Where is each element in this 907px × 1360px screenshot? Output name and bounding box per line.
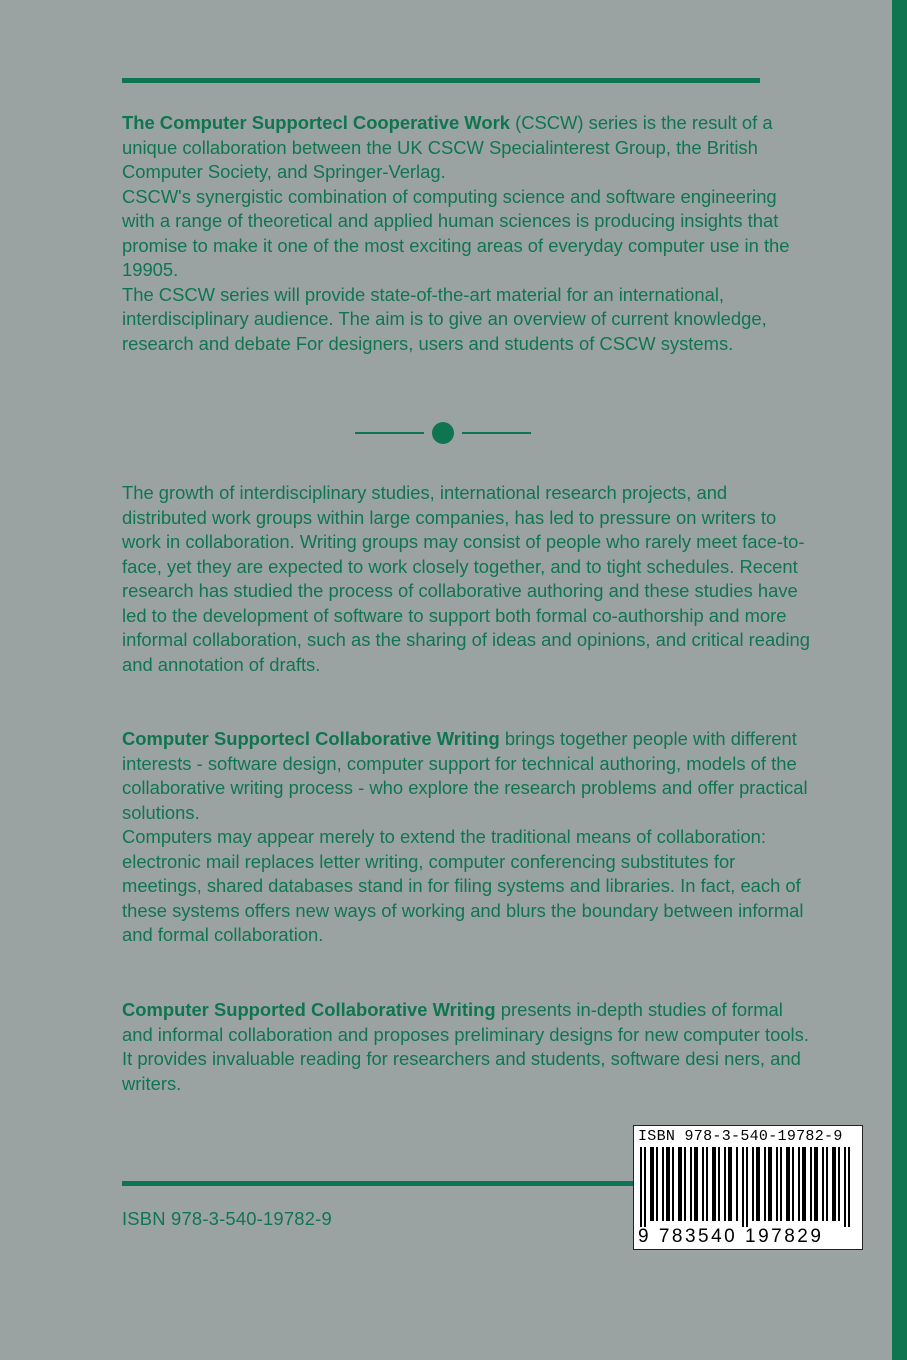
barcode-bars bbox=[638, 1147, 858, 1227]
blurb-paragraph-1: The growth of interdisciplinary studies, international research projects, and distributed work groups within large companies, has led to pressure on writers to work in collaboration. Writing groups may consist of people who rarely meet face-to-face, yet they are expected to work closely together, and to tight schedules. Recent research has studied the process of collaborative authoring and these studies have led to the development of software to support both formal co-authorship and more informal collaboration, such as the sharing of ideas and opinions, and critical reading and annotation of drafts. bbox=[122, 482, 811, 675]
barcode-digits: 9 783540 197829 bbox=[638, 1226, 824, 1247]
blurb-paragraph-3: Computer Supported Collaborative Writing presents in-depth studies of formal and informal collaboration and proposes preliminary designs for new computer tools. It provides invaluable reading for researchers and students, software desi ners, and writers. bbox=[122, 999, 809, 1094]
barcode bbox=[633, 1125, 863, 1250]
ornament-divider bbox=[355, 422, 531, 444]
blurb-paragraph-2: Computer Supportecl Collaborative Writing brings together people with different interests - software design, computer support for technical authoring, models of the collaborative writing process - who explore the research problems and offer practical solutions. Computers may appear merely to extend the traditional means of collaboration: electronic mail replaces letter writing, computer conferencing substitutes for meetings, shared databases stand in for filing systems and libraries. In fact, each of these systems offers new ways of working and blurs the boundary between informal and formal collaboration. bbox=[122, 728, 808, 945]
series-description: The Computer Supportecl Cooperative Work (CSCW) series is the result of a unique collaboration between the UK CSCW Specialinterest Group, the British Computer Society, and Springer-Verlag. CSCW's synergistic combination of computing science and software engineering with a range of theoretical and applied human sciences is producing insights that promise to make it one of the most exciting areas of everyday computer use in the 19905. The CSCW series will provide state-of-the-art material for an international, interdisciplinary audience. The aim is to give an overview of current knowledge, research and debate For designers, users and students of CSCW systems. bbox=[122, 112, 790, 354]
barcode-isbn-text: ISBN 978-3-540-19782-9 bbox=[638, 1128, 843, 1145]
series-title: The Computer Supportecl Cooperative Work bbox=[122, 112, 510, 133]
isbn-label: ISBN 978-3-540-19782-9 bbox=[122, 1208, 332, 1229]
book-title-1: Computer Supportecl Collaborative Writing bbox=[122, 728, 500, 749]
bottom-rule bbox=[122, 1181, 637, 1186]
ornament-dot bbox=[432, 422, 454, 444]
spine-stripe bbox=[892, 0, 907, 1360]
book-title-2: Computer Supported Collaborative Writing bbox=[122, 999, 496, 1020]
top-rule bbox=[122, 78, 760, 83]
